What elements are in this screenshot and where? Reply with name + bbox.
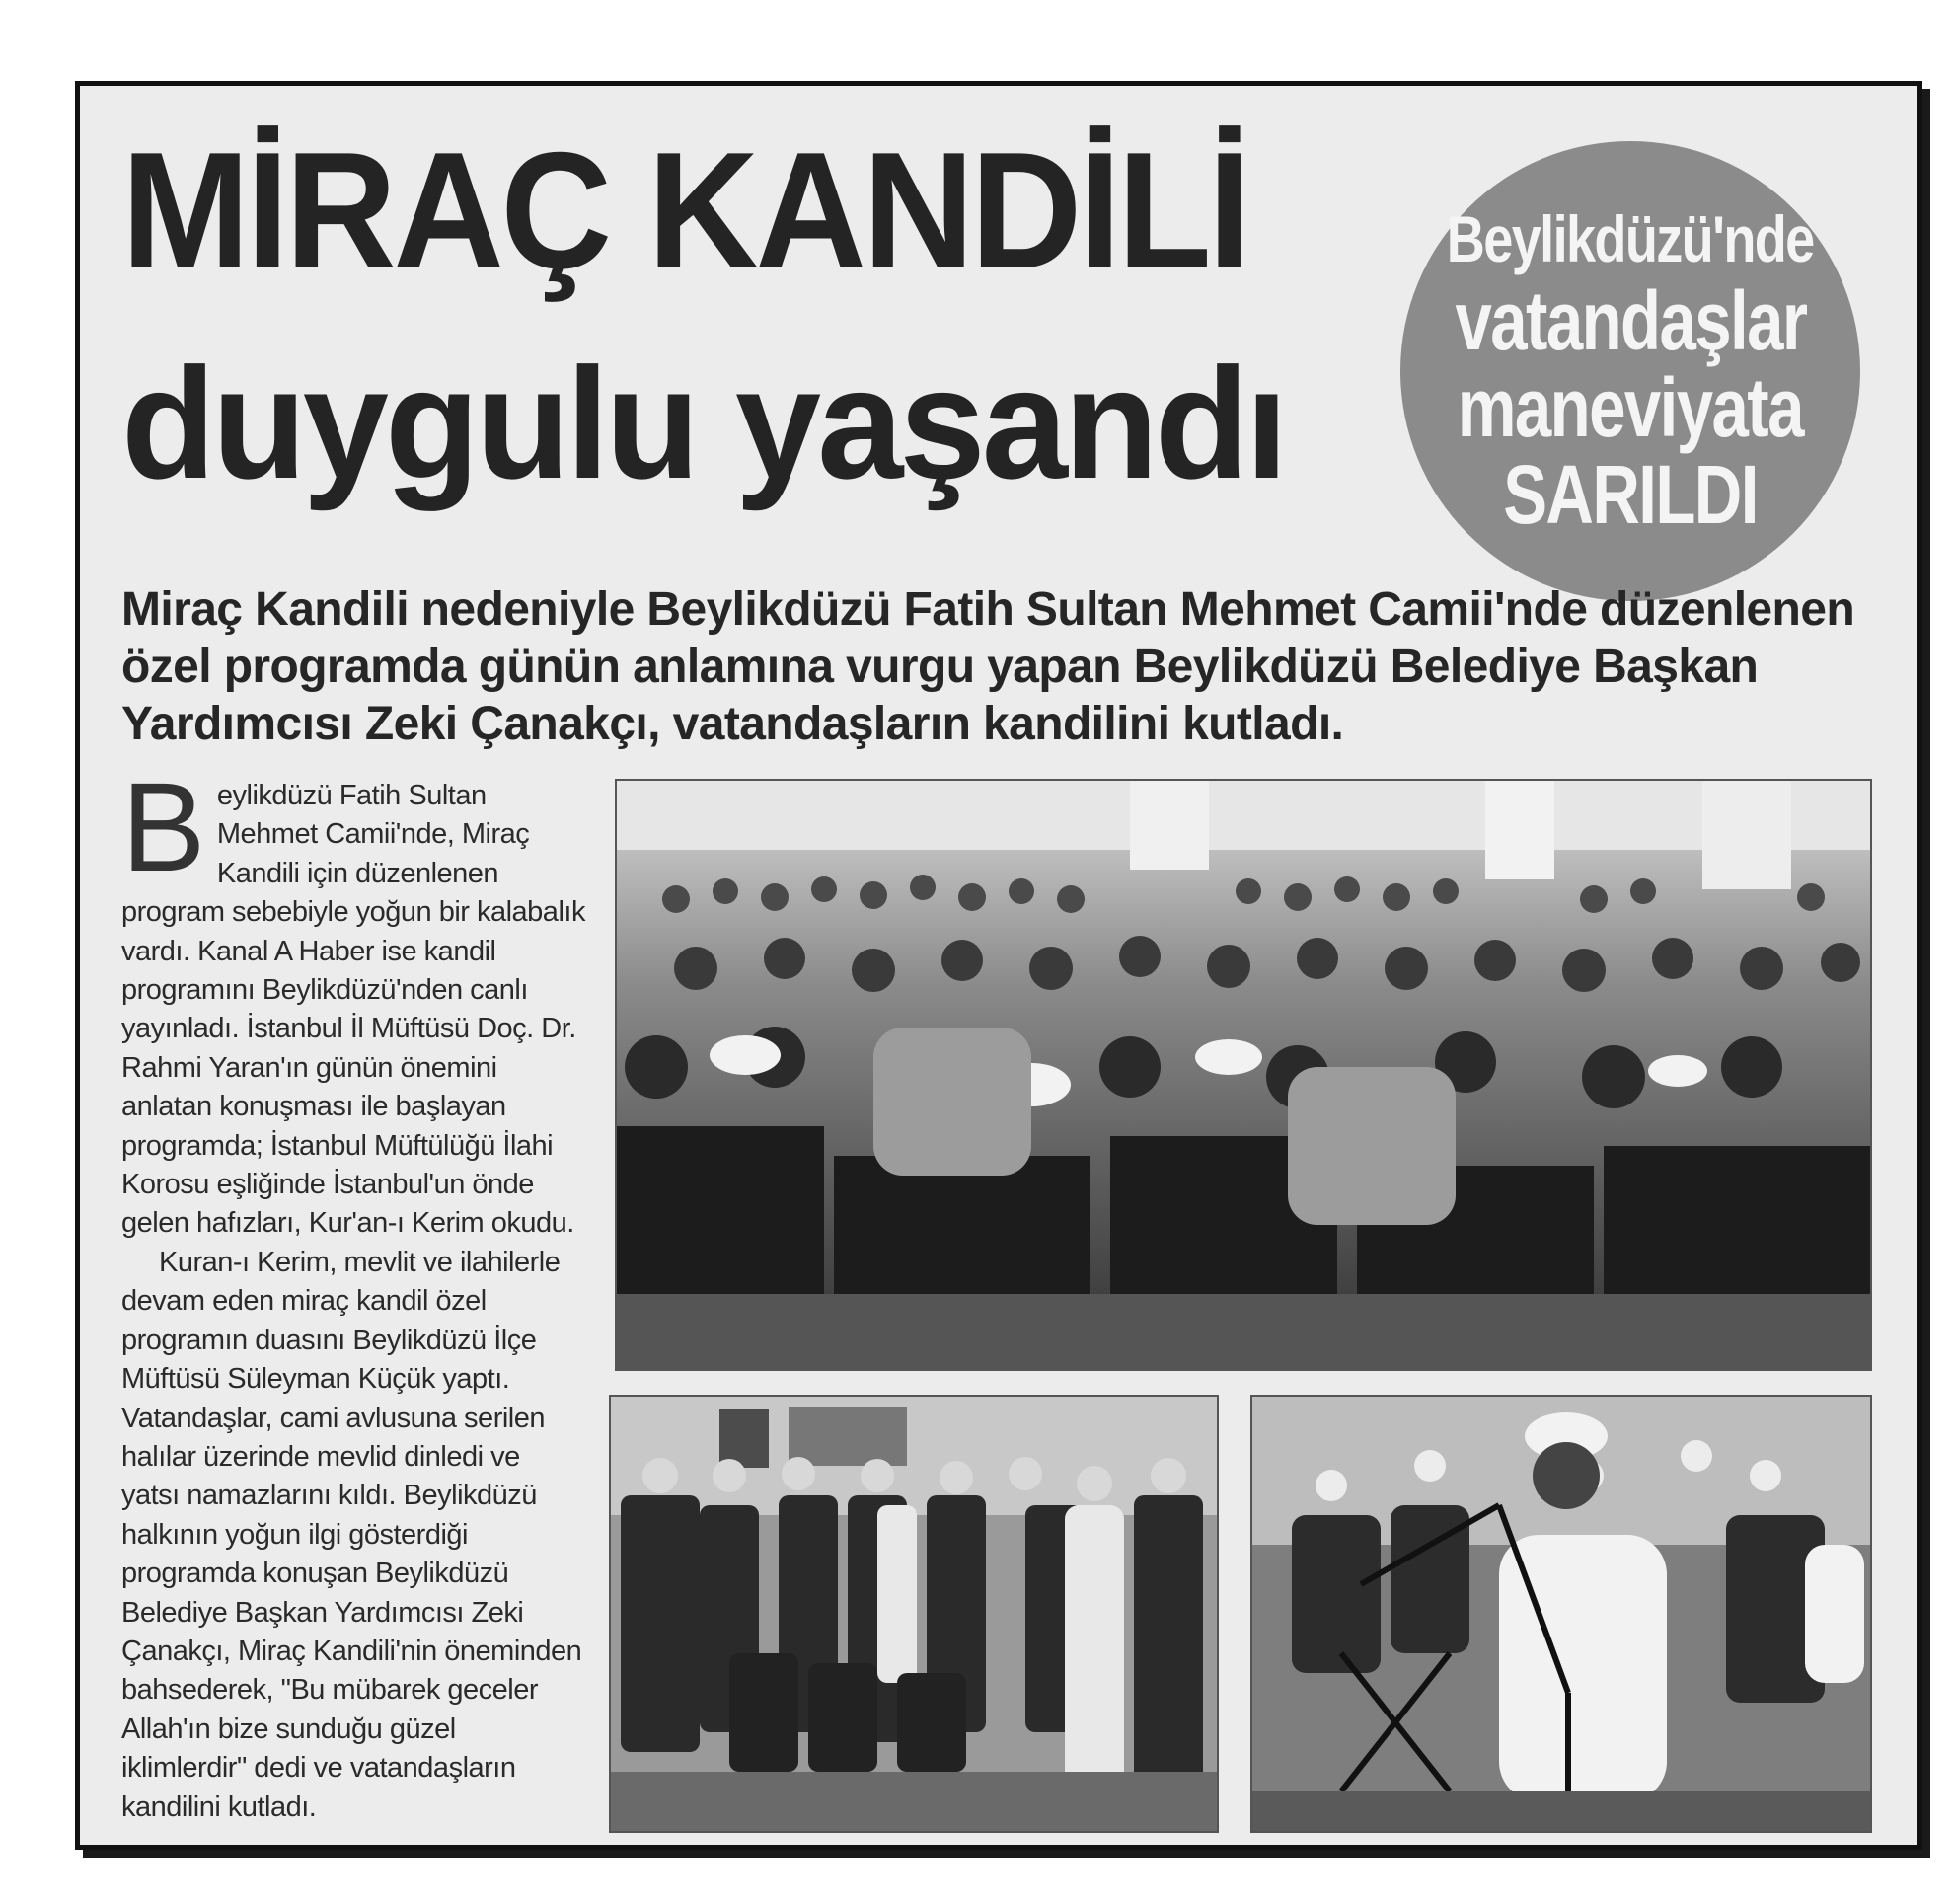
- crowd-photo-illustration: [617, 781, 1870, 1369]
- imam-photo-illustration: [1252, 1397, 1870, 1831]
- drop-cap: B: [121, 757, 205, 898]
- photo-officials-standing: [609, 1395, 1219, 1833]
- officials-photo-illustration: [611, 1397, 1217, 1831]
- body-paragraph-1-text: eylikdüzü Fatih Sultan Mehmet Camii'nde, Miraç Kandili için düzenlenen program sebebiyle yoğun bir kalabalık vardı. Kanal A Haber ise kandil programını Beylikdüzü'nden canlı yayınladı. İstanbul İl Müftüsü Doç. Dr. Rahmi Yaran'ın günün önemini anlatan konuşması ile başlayan programda; İstanbul Müftülüğü İlahi Korosu eşliğinde İstanbul'un önde gelen hafızları, Kur'an-ı Kerim okudu.: [121, 780, 585, 1240]
- badge-line-1: Beylikdüzü'nde: [1447, 202, 1814, 275]
- body-paragraph-2: Kuran-ı Kerim, mevlit ve ilahilerle devam eden miraç kandil özel programın duasını Beylikdüzü İlçe Müftüsü Süleyman Küçük yaptı. Vatandaşlar, cami avlusuna serilen halılar üzerinde mevlid dinledi ve yatsı namazlarını kıldı. Beylikdüzü halkının yoğun ilgi gösterdiği programda konuşan Beylikdüzü Belediye Başkan Yardımcısı Zeki Çanakçı, Miraç Kandili'nin öneminden bahsederek, "Bu mübarek geceler Allah'ın bize sunduğu güzel iklimlerdir" dedi ve vatandaşların kandilini kutladı.: [121, 1246, 582, 1823]
- headline-line-2: duygulu yaşandı: [121, 335, 1285, 511]
- lead-paragraph: Miraç Kandili nedeniyle Beylikdüzü Fatih Sultan Mehmet Camii'nde düzenlenen özel programda günün anlamına vurgu yapan Beylikdüzü Belediye Başkan Yardımcısı Zeki Çanakçı, vatandaşların kandilini kutladı.: [121, 583, 1855, 750]
- badge-line-4: SARILDI: [1503, 448, 1758, 541]
- badge-line-2: vatandaşlar: [1455, 274, 1806, 367]
- photo-imam-reciting: [1250, 1395, 1872, 1833]
- photo-crowd-in-mosque: [615, 779, 1872, 1371]
- badge-line-3: maneviyata: [1457, 361, 1804, 454]
- body-paragraph-1: [121, 757, 585, 1244]
- subheadline-badge: [1400, 141, 1860, 601]
- headline-line-1: MİRAÇ KANDİLİ: [121, 117, 1247, 303]
- article-body: [121, 757, 585, 1827]
- newspaper-clipping: [75, 81, 1922, 1850]
